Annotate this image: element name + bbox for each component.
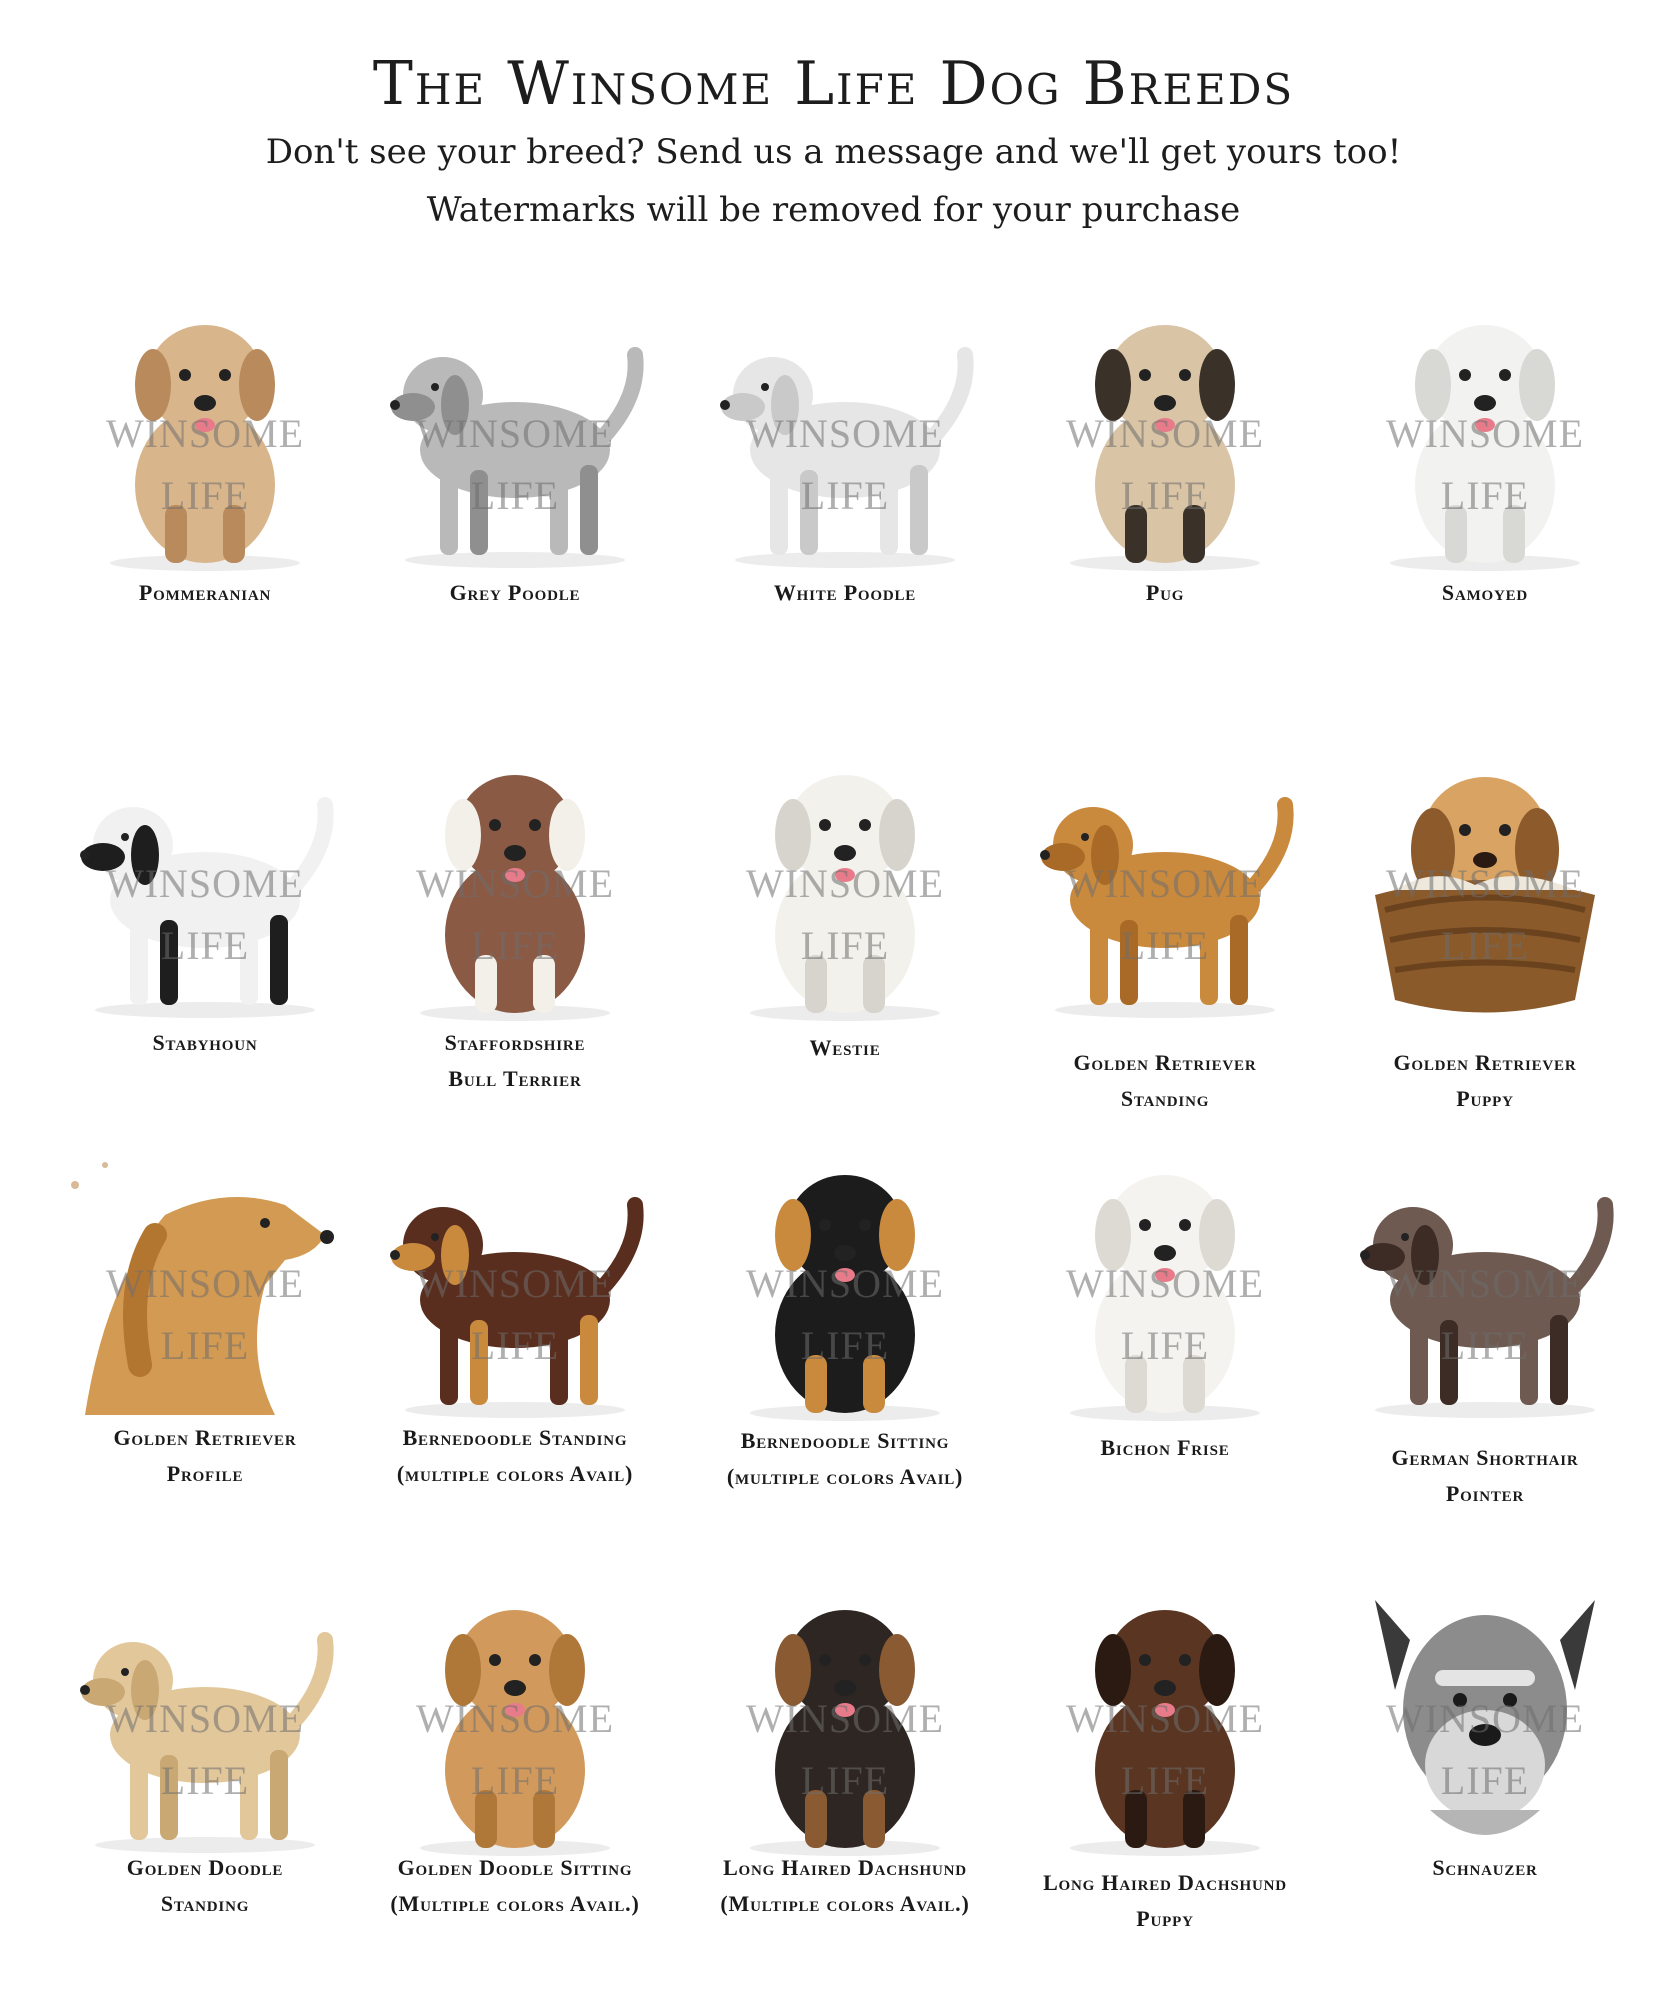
watermark-text: WINSOME [415, 1261, 615, 1306]
breed-label [1325, 575, 1645, 611]
watermark-text: WINSOME [1065, 411, 1265, 456]
breed-label-line: Golden Retriever [1073, 1050, 1257, 1075]
breed-label-line: Bernedoodle Sitting [740, 1428, 950, 1453]
watermark-text: LIFE [470, 1758, 560, 1803]
breed-label-line: Puppy [1136, 1906, 1194, 1931]
watermark-text: WINSOME [105, 1696, 305, 1741]
breed-label [685, 1850, 1005, 1922]
breed-label [45, 1850, 365, 1922]
breed-label-line: Golden Doodle [126, 1855, 284, 1880]
watermark-text: WINSOME [1385, 861, 1585, 906]
breed-label-line: Golden Retriever [1393, 1050, 1577, 1075]
breed-label-line: Standing [160, 1891, 250, 1916]
breed-label-line: Pug [1145, 580, 1185, 605]
watermark-text: LIFE [1120, 923, 1210, 968]
breed-label-line: Bull Terrier [448, 1066, 582, 1091]
breed-label [355, 575, 675, 611]
breed-label-line: Samoyed [1441, 580, 1529, 605]
watermark-text: LIFE [800, 1758, 890, 1803]
watermark-text: LIFE [1440, 1323, 1530, 1368]
watermark-text: LIFE [1120, 473, 1210, 518]
breed-label-line: Grey Poodle [449, 580, 581, 605]
breed-label-line: Bernedoodle Standing [402, 1425, 628, 1450]
watermark-text: WINSOME [1065, 1261, 1265, 1306]
page-subtitle-request: Don't see your breed? Send us a message and we'll get yours too! [265, 132, 1402, 172]
watermark-text: WINSOME [1065, 861, 1265, 906]
watermark-text: WINSOME [1065, 1696, 1265, 1741]
breed-label-line: Standing [1120, 1086, 1210, 1111]
watermark-text: WINSOME [105, 411, 305, 456]
watermark-text: WINSOME [745, 1696, 945, 1741]
breed-label-line: Golden Doodle Sitting [397, 1855, 633, 1880]
breed-label [45, 575, 365, 611]
breed-label [685, 1030, 1005, 1066]
breed-label [1325, 1850, 1645, 1886]
breed-label-line: (multiple colors Avail) [396, 1461, 634, 1486]
breed-label-line: Pommeranian [138, 580, 272, 605]
watermark-text: LIFE [800, 1323, 890, 1368]
breed-label-line: Bichon Frise [1100, 1435, 1230, 1460]
watermark-text: LIFE [1440, 923, 1530, 968]
breed-label-line: Westie [809, 1035, 881, 1060]
breed-label-line: Long Haired Dachshund [723, 1855, 967, 1880]
watermark-text: LIFE [800, 923, 890, 968]
breed-label-line: Golden Retriever [113, 1425, 297, 1450]
watermark-text: LIFE [470, 923, 560, 968]
watermark-text: WINSOME [105, 861, 305, 906]
watermark-text: WINSOME [1385, 411, 1585, 456]
watermark-text: LIFE [160, 1758, 250, 1803]
breed-label-line: (Multiple colors Avail.) [390, 1891, 640, 1916]
breed-label [1325, 1440, 1645, 1512]
watermark-text: LIFE [470, 1323, 560, 1368]
page-title: The Winsome Life Dog Breeds [372, 49, 1295, 119]
breed-label [355, 1025, 675, 1097]
watermark-text: LIFE [160, 923, 250, 968]
breed-label [1325, 1045, 1645, 1117]
breed-label [685, 575, 1005, 611]
breed-label [355, 1850, 675, 1922]
watermark-text: LIFE [1440, 473, 1530, 518]
breed-label-line: White Poodle [773, 580, 917, 605]
watermark-text: WINSOME [1385, 1696, 1585, 1741]
breed-label [685, 1423, 1005, 1495]
watermark-text: WINSOME [415, 861, 615, 906]
breed-label-line: Long Haired Dachshund [1043, 1870, 1287, 1895]
breed-label [355, 1420, 675, 1492]
breed-label-line: Staffordshire [444, 1030, 586, 1055]
page-subtitle-watermark-note: Watermarks will be removed for your purchase [426, 190, 1241, 230]
breed-label [1005, 1430, 1325, 1466]
watermark-text: WINSOME [745, 1261, 945, 1306]
breed-label-line: (multiple colors Avail) [726, 1464, 964, 1489]
watermark-text: LIFE [160, 1323, 250, 1368]
breed-label [1005, 1045, 1325, 1117]
watermark-text: WINSOME [415, 1696, 615, 1741]
watermark-text: LIFE [470, 473, 560, 518]
watermark-text: WINSOME [105, 1261, 305, 1306]
breed-label-line: (Multiple colors Avail.) [720, 1891, 970, 1916]
watermark-text: WINSOME [415, 411, 615, 456]
breed-label [1005, 1865, 1325, 1937]
watermark-text: WINSOME [745, 861, 945, 906]
watermark-text: WINSOME [745, 411, 945, 456]
breed-label-line: Puppy [1456, 1086, 1514, 1111]
breed-label [1005, 575, 1325, 611]
watermark-text: LIFE [800, 473, 890, 518]
breed-label-line: Stabyhoun [152, 1030, 258, 1055]
watermark-text: LIFE [160, 473, 250, 518]
watermark-text: LIFE [1120, 1758, 1210, 1803]
watermark-text: WINSOME [1385, 1261, 1585, 1306]
breed-label-line: Pointer [1445, 1481, 1525, 1506]
watermark-text: LIFE [1120, 1323, 1210, 1368]
breed-label-line: German Shorthair [1391, 1445, 1579, 1470]
breed-label-line: Schnauzer [1432, 1855, 1538, 1880]
breed-label [45, 1420, 365, 1492]
breed-label-line: Profile [166, 1461, 244, 1486]
watermark-text: LIFE [1440, 1758, 1530, 1803]
breed-label [45, 1025, 365, 1061]
